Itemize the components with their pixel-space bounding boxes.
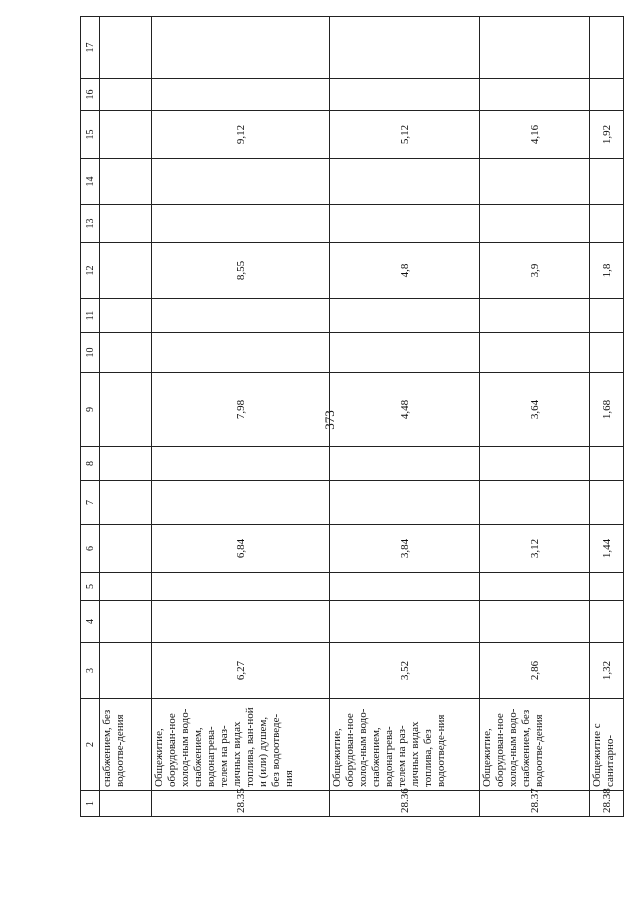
table-cell [330, 573, 480, 601]
table-cell [590, 205, 624, 243]
table-cell [480, 299, 590, 333]
table-cell: 1,68 [590, 373, 624, 447]
table-cell [100, 525, 152, 573]
table-cell: 3,52 [330, 643, 480, 699]
column-header: 8 [81, 447, 100, 481]
table-cell: 4,16 [480, 111, 590, 159]
row-description: Общежитие, оборудован-ное холод-ным водо-снабжением, водонагрева-телем на раз-личных видах топлива, ван-ной и (или) душем, без водоотведе-ния [152, 699, 330, 791]
table-cell: 9,12 [152, 111, 330, 159]
table-cell: 6,27 [152, 643, 330, 699]
column-header: 6 [81, 525, 100, 573]
table-cell: 1,92 [590, 111, 624, 159]
table-cell [152, 333, 330, 373]
table-cell [480, 79, 590, 111]
table-cell: 6,84 [152, 525, 330, 573]
row-description: Общежитие с санитарно- [590, 699, 624, 791]
table-cell [590, 299, 624, 333]
row-code: 28.37 [480, 791, 590, 817]
table-cell [330, 159, 480, 205]
table-cell [152, 481, 330, 525]
table-cell [100, 447, 152, 481]
table-cell: 4,8 [330, 243, 480, 299]
table-cell [100, 601, 152, 643]
table-cell: 2,86 [480, 643, 590, 699]
table-row [330, 17, 480, 817]
column-header: 10 [81, 333, 100, 373]
row-code [100, 791, 152, 817]
table-cell [100, 111, 152, 159]
row-code: 28.38 [590, 791, 624, 817]
table-cell [152, 447, 330, 481]
table-cell [480, 333, 590, 373]
table-cell [480, 159, 590, 205]
row-description: Общежитие, оборудован-ное холод-ным водо-снабжением, водонагрева-телем на раз-личных видах топлива, без водоотведе-ния [330, 699, 480, 791]
table-cell [590, 159, 624, 205]
table-cell: 3,9 [480, 243, 590, 299]
table-cell [590, 573, 624, 601]
table-cell [152, 573, 330, 601]
column-header: 9 [81, 373, 100, 447]
table-cell [100, 573, 152, 601]
table-cell [480, 573, 590, 601]
table-cell [100, 333, 152, 373]
table-cell: 1,8 [590, 243, 624, 299]
table-cell [480, 205, 590, 243]
column-header: 11 [81, 299, 100, 333]
table-cell [590, 79, 624, 111]
column-header: 5 [81, 573, 100, 601]
table-cell [152, 17, 330, 79]
table-cell: 5,12 [330, 111, 480, 159]
table-cell [330, 481, 480, 525]
page-number: 373 [322, 410, 337, 430]
table-cell [100, 481, 152, 525]
table-cell [480, 481, 590, 525]
table-cell: 8,55 [152, 243, 330, 299]
table-cell [590, 17, 624, 79]
column-header: 4 [81, 601, 100, 643]
column-header: 3 [81, 643, 100, 699]
row-description: снабжением, без водоотве-дения [100, 699, 152, 791]
column-header: 7 [81, 481, 100, 525]
table-cell [480, 601, 590, 643]
table-cell: 1,44 [590, 525, 624, 573]
table-cell [480, 447, 590, 481]
table-cell: 3,64 [480, 373, 590, 447]
column-header: 14 [81, 159, 100, 205]
table-cell [330, 601, 480, 643]
table-cell [330, 333, 480, 373]
table-cell [330, 205, 480, 243]
table-cell: 3,84 [330, 525, 480, 573]
table-cell: 4,48 [330, 373, 480, 447]
table-cell [152, 79, 330, 111]
table-cell [152, 299, 330, 333]
row-description: Общежитие, оборудован-ное холод-ным водо-снабжением, без водоотве-дения [480, 699, 590, 791]
table-cell [480, 17, 590, 79]
table-cell: 1,32 [590, 643, 624, 699]
table-cell [152, 159, 330, 205]
table-row [152, 17, 330, 817]
table-cell [152, 205, 330, 243]
table-cell [100, 17, 152, 79]
column-header: 15 [81, 111, 100, 159]
column-header: 1 [81, 791, 100, 817]
table-row [100, 17, 152, 817]
table-cell [100, 299, 152, 333]
column-header: 13 [81, 205, 100, 243]
column-header: 2 [81, 699, 100, 791]
table-cell [100, 205, 152, 243]
table-cell [590, 447, 624, 481]
table-cell [100, 243, 152, 299]
table-cell [152, 601, 330, 643]
column-header: 17 [81, 17, 100, 79]
table-cell [100, 373, 152, 447]
table-cell: 3,12 [480, 525, 590, 573]
column-header: 12 [81, 243, 100, 299]
rotated-table-wrapper [80, 17, 616, 817]
table-cell [100, 159, 152, 205]
table-cell: 7,98 [152, 373, 330, 447]
table-cell [590, 481, 624, 525]
table-row [480, 17, 590, 817]
table-cell [330, 447, 480, 481]
row-code: 28.35 [152, 791, 330, 817]
table-cell [590, 333, 624, 373]
tariff-table [80, 16, 624, 817]
table-cell [100, 643, 152, 699]
table-cell [330, 79, 480, 111]
table-cell [330, 17, 480, 79]
table-cell [100, 79, 152, 111]
row-code: 28.36 [330, 791, 480, 817]
table-row [590, 17, 624, 817]
table-cell [330, 299, 480, 333]
table-cell [590, 601, 624, 643]
header-row [81, 17, 100, 817]
column-header: 16 [81, 79, 100, 111]
